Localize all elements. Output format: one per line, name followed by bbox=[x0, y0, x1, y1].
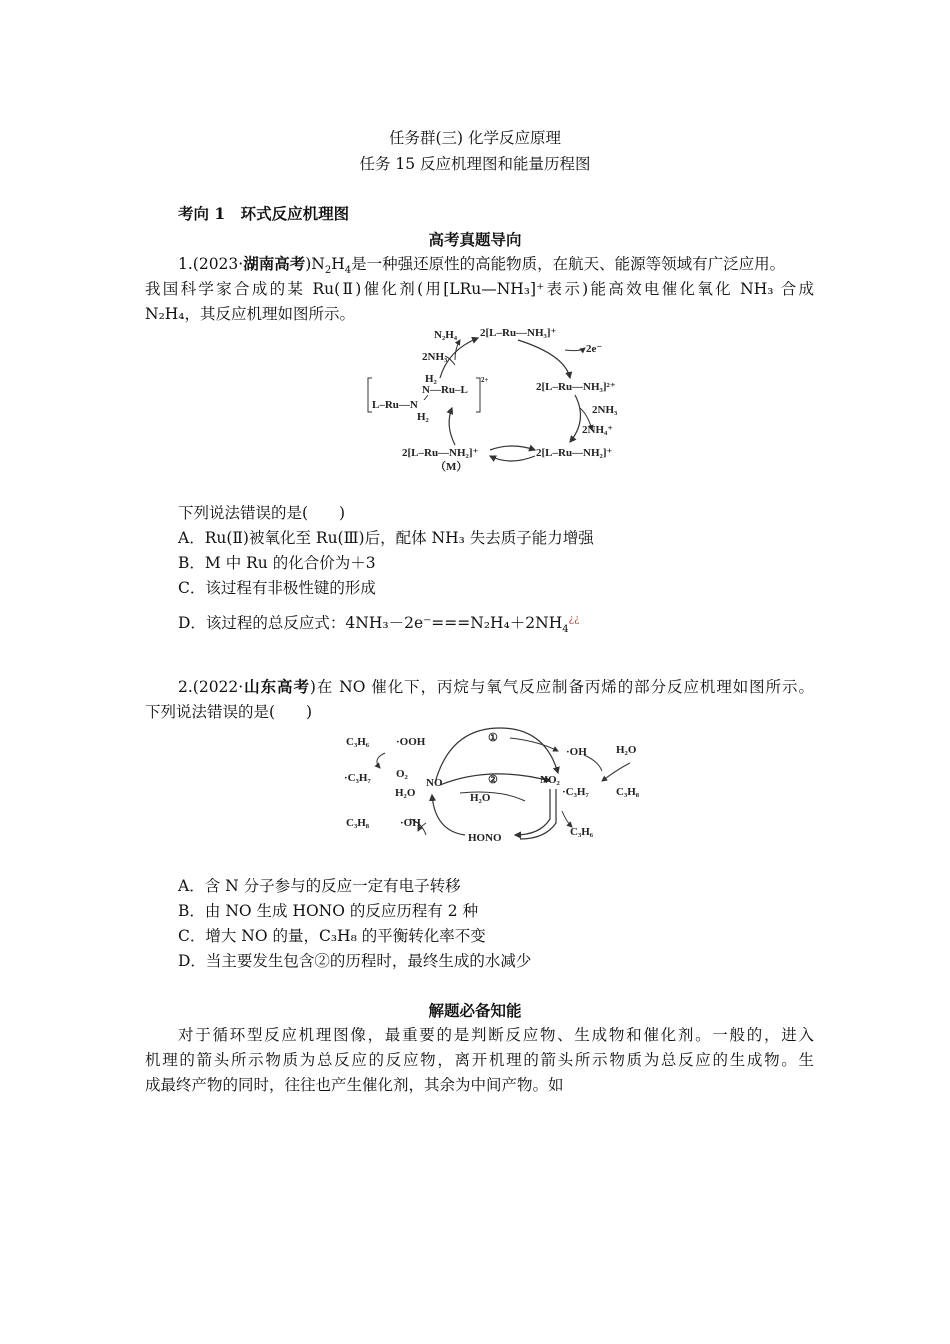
q1-mechanism-diagram bbox=[360, 320, 630, 480]
section2-para-line1: 对于循环型反应机理图像，最重要的是判断反应物、生成物和催化剂。一般的，进入 bbox=[178, 1026, 814, 1044]
q1-option-b: B．M 中 Ru 的化合价为＋3 bbox=[178, 554, 376, 572]
q2-option-b: B．由 NO 生成 HONO 的反应历程有 2 种 bbox=[178, 902, 479, 920]
d2-o2: O₂ bbox=[396, 768, 408, 780]
q2-stem-text: 在 NO 催化下，丙烷与氧气反应制备丙烯的部分反应机理如图所示。 bbox=[315, 678, 814, 696]
q2-source: 2.(2022·山东高考) bbox=[178, 677, 316, 696]
q1-option-d: D．该过程的总反应式：$4NH_3-2e^-===N_2H_4+2NH_4^{¿¿}$ bbox=[178, 613, 580, 636]
section2-para-line3: 成最终产物的同时，往往也产生催化剂，其余为中间产物。如 bbox=[145, 1076, 564, 1094]
q2-stem-line1 bbox=[178, 676, 814, 698]
section2-subheading: 解题必备知能 bbox=[428, 1001, 522, 1020]
d1-right-top-complex: 2[L–Ru—NH₃]²⁺ bbox=[536, 381, 616, 393]
q1-stem-line2: 我国科学家合成的某 Ru(Ⅱ)催化剂(用[LRu—NH₃]⁺表示)能高效电催化氧化 NH₃ 合成 bbox=[145, 280, 814, 298]
d2-circle-1: ① bbox=[488, 732, 498, 744]
d2-circle-2: ② bbox=[488, 774, 498, 786]
d1-dimer-left: L–Ru—N bbox=[372, 399, 418, 411]
d2-h2o-tr: H₂O bbox=[616, 744, 637, 756]
section-heading: 考向 1 环式反应机理图 bbox=[178, 204, 350, 223]
q2-option-c: C．增大 NO 的量，C₃H₈ 的平衡转化率不变 bbox=[178, 927, 486, 945]
d1-dimer-h2-bottom: H₂ bbox=[417, 411, 429, 423]
section2-para-line2: 机理的箭头所示物质为总反应的反应物，离开机理的箭头所示物质为总反应的生成物。生 bbox=[145, 1051, 814, 1069]
q1-option-a: A．Ru(Ⅱ)被氧化至 Ru(Ⅲ)后，配体 NH₃ 失去质子能力增强 bbox=[178, 529, 594, 547]
d2-c3h7-l: ·C₃H₇ bbox=[344, 772, 371, 784]
q1-formula: $N_2H_4$ bbox=[311, 255, 352, 277]
d1-right-bottom-complex: 2[L–Ru—NH₂]⁺ bbox=[536, 447, 613, 459]
q2-mechanism-diagram bbox=[340, 723, 660, 851]
task-group-title: 任务群(三) 化学反应原理 bbox=[388, 129, 562, 147]
q1-prompt: 下列说法错误的是( ) bbox=[178, 504, 346, 522]
d2-h2o-l: H₂O bbox=[395, 787, 416, 799]
d1-dimer-h2-top: H₂ bbox=[425, 373, 437, 385]
d1-top-complex: 2[L–Ru—NH₃]⁺ bbox=[480, 327, 557, 339]
d1-2nh3-left: 2NH₃ bbox=[422, 351, 448, 363]
d1-left-bottom-complex: 2[L–Ru—NH₂]⁺ bbox=[402, 447, 479, 459]
d2-c3h7-r: ·C₃H₇ bbox=[562, 786, 589, 798]
d2-h2o-m: H₂O bbox=[470, 792, 491, 804]
d2-c3h6-tl: C₃H₆ bbox=[346, 736, 370, 748]
d1-dimer-n-ru: N—Ru–L bbox=[422, 384, 468, 396]
q1-stem-line3: N₂H₄，其反应机理如图所示。 bbox=[145, 305, 356, 323]
d1-2nh3-right: 2NH₃ bbox=[592, 404, 618, 416]
d2-no2: NO₂ bbox=[540, 774, 560, 786]
d2-c3h6-br: C₃H₆ bbox=[570, 826, 594, 838]
q2-stem-line2: 下列说法错误的是( ) bbox=[145, 703, 313, 721]
d2-no: NO bbox=[426, 777, 443, 789]
q1-option-d-mark: ¿¿ bbox=[568, 613, 580, 625]
d1-n2h4: N₂H₄ bbox=[434, 329, 458, 341]
d2-c3h8-r: C₃H₈ bbox=[616, 786, 640, 798]
d1-2nh4: 2NH₄⁺ bbox=[582, 424, 614, 436]
q2-option-d: D．当主要发生包含②的历程时，最终生成的水减少 bbox=[178, 952, 532, 970]
section-subheading: 高考真题导向 bbox=[428, 230, 522, 249]
q1-option-d-text: D．该过程的总反应式：4NH₃－2e⁻===N₂H₄＋2NH bbox=[178, 614, 563, 632]
q1-option-c: C．该过程有非极性键的形成 bbox=[178, 579, 376, 597]
q2-option-a: A．含 N 分子参与的反应一定有电子转移 bbox=[178, 877, 461, 895]
d1-2e: 2e⁻ bbox=[586, 343, 603, 355]
task-title: 任务 15 反应机理图和能量历程图 bbox=[359, 155, 591, 173]
d2-hono: HONO bbox=[468, 832, 502, 844]
q1-stem-line1 bbox=[178, 253, 814, 275]
d2-oh-bl: ·OH bbox=[400, 817, 421, 829]
d2-oh-tr: ·OH bbox=[566, 746, 587, 758]
q1-source: 1.(2023·湖南高考) bbox=[178, 254, 312, 273]
d2-ooh: ·OOH bbox=[396, 736, 426, 748]
q1-stem-text: 是一种强还原性的高能物质，在航天、能源等领域有广泛应用。 bbox=[351, 255, 786, 273]
d1-m-label: （M） bbox=[435, 461, 468, 473]
d1-dimer-charge: 2+ bbox=[481, 376, 489, 384]
d2-c3h8-bl: C₃H₈ bbox=[346, 817, 370, 829]
